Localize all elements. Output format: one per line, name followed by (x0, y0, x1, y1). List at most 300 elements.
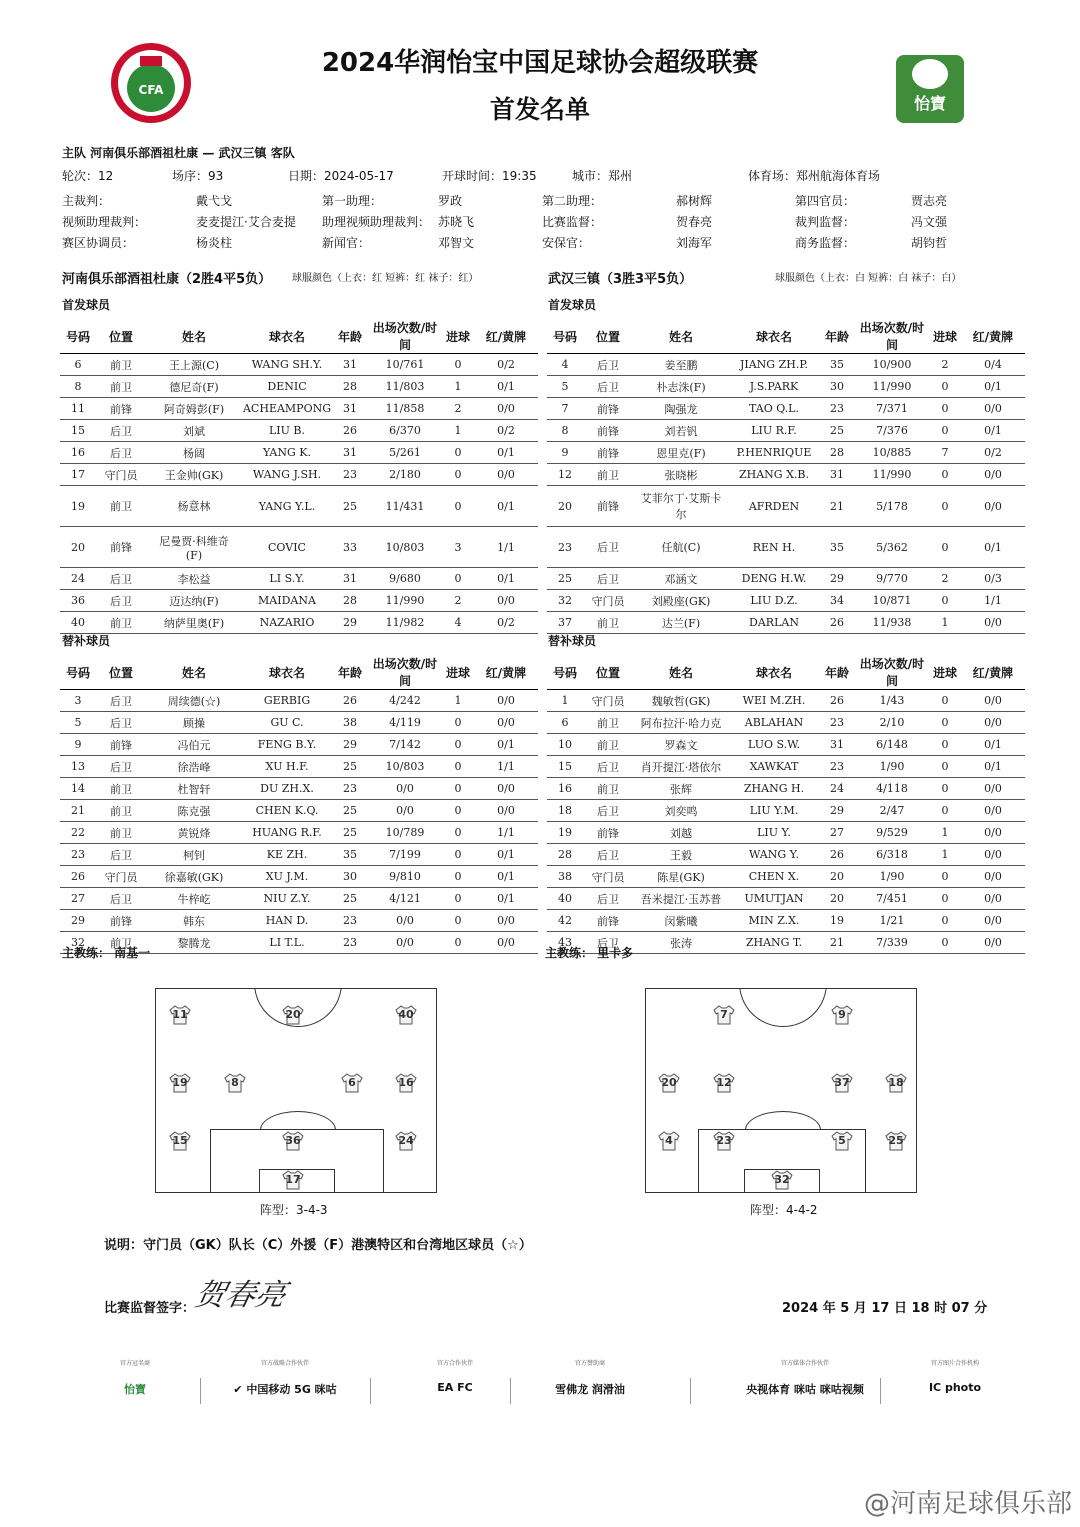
number-cell: 17 (60, 464, 96, 486)
player-shirt-icon (713, 1073, 735, 1093)
cards-cell: 0/1 (961, 420, 1025, 442)
name-cell: 纳萨里奥(F) (146, 612, 242, 634)
cards-cell: 0/0 (961, 486, 1025, 527)
number-cell: 14 (60, 778, 96, 800)
age-cell: 25 (332, 800, 368, 822)
table-row (547, 442, 1025, 464)
appearances-cell: 0/0 (368, 778, 442, 800)
column-header: 年龄 (819, 319, 855, 354)
position-cell: 守门员 (583, 590, 633, 612)
column-header: 姓名 (633, 319, 729, 354)
shirt-name-cell: YANG K. (242, 442, 332, 464)
player-shirt-icon (395, 1131, 417, 1151)
shirt-number: 20 (285, 1008, 301, 1021)
shirt-number: 25 (888, 1134, 904, 1147)
number-cell: 40 (547, 888, 583, 910)
number-cell: 12 (547, 464, 583, 486)
cards-cell: 0/0 (474, 464, 538, 486)
appearances-cell: 10/803 (368, 756, 442, 778)
age-cell: 31 (819, 734, 855, 756)
number-cell: 43 (547, 932, 583, 954)
player-shirt-icon (169, 1131, 191, 1151)
cards-cell: 0/0 (961, 464, 1025, 486)
appearances-cell: 1/43 (855, 690, 929, 712)
number-cell: 9 (60, 734, 96, 756)
column-header: 年龄 (332, 319, 368, 354)
number-cell: 6 (547, 712, 583, 734)
appearances-cell: 7/451 (855, 888, 929, 910)
table-row (60, 778, 538, 800)
shirt-number: 4 (665, 1134, 673, 1147)
table-row (60, 756, 538, 778)
age-cell: 26 (819, 844, 855, 866)
goals-cell: 0 (442, 354, 474, 376)
official-name: 刘海军 (676, 236, 713, 250)
appearances-cell: 1/21 (855, 910, 929, 932)
official-name: 郝树辉 (676, 194, 713, 208)
appearances-cell: 9/529 (855, 822, 929, 844)
age-cell: 23 (819, 398, 855, 420)
cards-cell: 0/0 (961, 932, 1025, 954)
appearances-cell: 4/121 (368, 888, 442, 910)
shirt-name-cell: LUO S.W. (729, 734, 819, 756)
age-cell: 33 (332, 527, 368, 568)
position-cell: 前锋 (583, 420, 633, 442)
cards-cell: 0/1 (474, 866, 538, 888)
shirt-name-cell: NAZARIO (242, 612, 332, 634)
page-subtitle: 首发名单 (489, 95, 590, 124)
cards-cell: 0/1 (474, 442, 538, 464)
appearances-cell: 7/339 (855, 932, 929, 954)
table-row (60, 568, 538, 590)
position-cell: 后卫 (96, 712, 146, 734)
goals-cell: 1 (442, 690, 474, 712)
position-cell: 后卫 (96, 690, 146, 712)
goals-cell: 0 (929, 756, 961, 778)
column-header: 出场次数/时间 (368, 319, 442, 354)
number-cell: 27 (60, 888, 96, 910)
shirt-number: 5 (838, 1134, 846, 1147)
age-cell: 35 (332, 844, 368, 866)
position-cell: 前锋 (583, 442, 633, 464)
goals-cell: 0 (442, 568, 474, 590)
number-cell: 26 (60, 866, 96, 888)
position-cell: 前锋 (583, 486, 633, 527)
player-shirt-icon (395, 1073, 417, 1093)
table-row (547, 778, 1025, 800)
cards-cell: 1/1 (961, 590, 1025, 612)
number-cell: 16 (60, 442, 96, 464)
table-row (60, 354, 538, 376)
age-cell: 31 (332, 398, 368, 420)
table-row (547, 866, 1025, 888)
shirt-name-cell: CHEN K.Q. (242, 800, 332, 822)
sponsor-name: ✔ 中国移动 5G 咪咕 (233, 1383, 337, 1396)
shirt-name-cell: GU C. (242, 712, 332, 734)
away-formation: 阵型：4-4-2 (750, 1203, 818, 1217)
number-cell: 16 (547, 778, 583, 800)
player-shirt-icon (831, 1073, 853, 1093)
official-name: 胡钧哲 (911, 236, 948, 250)
name-cell: 徐嘉敏(GK) (146, 866, 242, 888)
appearances-cell: 6/370 (368, 420, 442, 442)
number-cell: 21 (60, 800, 96, 822)
name-cell: 张辉 (633, 778, 729, 800)
cards-cell: 0/0 (474, 690, 538, 712)
name-cell: 朴志洙(F) (633, 376, 729, 398)
column-header: 姓名 (633, 655, 729, 690)
goals-cell: 1 (929, 612, 961, 634)
cards-cell: 0/2 (474, 354, 538, 376)
shirt-number: 40 (398, 1008, 414, 1021)
shirt-name-cell: LIU D.Z. (729, 590, 819, 612)
shirt-number: 23 (716, 1134, 732, 1147)
table-row (547, 888, 1025, 910)
goals-cell: 0 (442, 442, 474, 464)
position-cell: 后卫 (96, 888, 146, 910)
sponsor-name: 怡寶 (124, 1383, 146, 1396)
player-shirt-icon (169, 1073, 191, 1093)
cards-cell: 0/0 (474, 778, 538, 800)
home-formation: 阵型：3-4-3 (260, 1203, 328, 1217)
cards-cell: 0/1 (961, 756, 1025, 778)
goals-cell: 0 (929, 712, 961, 734)
appearances-cell: 11/858 (368, 398, 442, 420)
name-cell: 杜智轩 (146, 778, 242, 800)
away-kit: 球服颜色（上衣：白 短裤：白 袜子：白） (775, 273, 962, 284)
cards-cell: 0/1 (474, 568, 538, 590)
goals-cell: 1 (442, 420, 474, 442)
number-cell: 8 (60, 376, 96, 398)
sponsor-caption: 官方合作伙伴 (436, 1360, 473, 1367)
goals-cell: 2 (929, 354, 961, 376)
official-role: 第四官员： (795, 194, 856, 208)
shirt-name-cell: DARLAN (729, 612, 819, 634)
column-header: 球衣名 (729, 655, 819, 690)
shirt-name-cell: WANG Y. (729, 844, 819, 866)
cards-cell: 0/2 (961, 442, 1025, 464)
age-cell: 25 (332, 888, 368, 910)
player-shirt-icon (282, 1131, 304, 1151)
number-cell: 18 (547, 800, 583, 822)
shirt-name-cell: GERBIG (242, 690, 332, 712)
number-cell: 37 (547, 612, 583, 634)
name-cell: 牛梓屹 (146, 888, 242, 910)
table-header-row (547, 655, 1025, 690)
shirt-name-cell: LI S.Y. (242, 568, 332, 590)
age-cell: 29 (819, 568, 855, 590)
age-cell: 31 (332, 354, 368, 376)
center-arc (739, 988, 827, 1027)
table-row (60, 734, 538, 756)
name-cell: 王金帅(GK) (146, 464, 242, 486)
position-cell: 前锋 (96, 910, 146, 932)
name-cell: 王上源(C) (146, 354, 242, 376)
shirt-name-cell: AFRDEN (729, 486, 819, 527)
table-row (547, 590, 1025, 612)
sponsor-divider (880, 1378, 881, 1404)
sponsor-logo (400, 1360, 510, 1394)
player-shirt-icon (713, 1005, 735, 1025)
official-role: 安保官： (542, 236, 591, 250)
name-cell: 达兰(F) (633, 612, 729, 634)
cards-cell: 1/1 (474, 822, 538, 844)
age-cell: 23 (332, 464, 368, 486)
number-cell: 42 (547, 910, 583, 932)
table-row (547, 910, 1025, 932)
position-cell: 后卫 (583, 932, 633, 954)
appearances-cell: 7/376 (855, 420, 929, 442)
column-header: 红/黄牌 (961, 655, 1025, 690)
position-cell: 守门员 (583, 690, 633, 712)
shirt-number: 15 (172, 1134, 188, 1147)
player-shirt-icon (282, 1170, 304, 1190)
age-cell: 29 (819, 800, 855, 822)
official-role: 助理视频助理裁判： (322, 215, 431, 229)
table-row (60, 612, 538, 634)
player-shirt-icon (395, 1005, 417, 1025)
cards-cell: 0/0 (474, 590, 538, 612)
position-cell: 守门员 (96, 866, 146, 888)
shirt-name-cell: XAWKAT (729, 756, 819, 778)
table-row (60, 464, 538, 486)
name-cell: 黎腾龙 (146, 932, 242, 954)
column-header: 位置 (583, 319, 633, 354)
official-role: 新闻官： (322, 236, 371, 250)
shirt-number: 6 (348, 1076, 356, 1089)
cards-cell: 0/0 (474, 800, 538, 822)
column-header: 号码 (60, 319, 96, 354)
table-row (547, 844, 1025, 866)
name-cell: 韩东 (146, 910, 242, 932)
appearances-cell: 5/261 (368, 442, 442, 464)
position-cell: 后卫 (96, 442, 146, 464)
position-cell: 前锋 (583, 822, 633, 844)
cards-cell: 0/4 (961, 354, 1025, 376)
table-row (547, 420, 1025, 442)
goals-cell: 0 (442, 734, 474, 756)
appearances-cell: 7/199 (368, 844, 442, 866)
position-cell: 前锋 (96, 527, 146, 568)
player-shirt-icon (713, 1131, 735, 1151)
table-row (547, 376, 1025, 398)
number-cell: 6 (60, 354, 96, 376)
position-cell: 前锋 (96, 398, 146, 420)
name-cell: 姜至鹏 (633, 354, 729, 376)
age-cell: 31 (332, 442, 368, 464)
shirt-number: 37 (834, 1076, 850, 1089)
appearances-cell: 11/990 (368, 590, 442, 612)
goals-cell: 0 (929, 888, 961, 910)
appearances-cell: 10/885 (855, 442, 929, 464)
column-header: 红/黄牌 (474, 655, 538, 690)
number-cell: 20 (547, 486, 583, 527)
table-row (547, 398, 1025, 420)
cards-cell: 1/1 (474, 756, 538, 778)
cards-cell: 0/0 (474, 398, 538, 420)
table-row (547, 712, 1025, 734)
table-row (60, 866, 538, 888)
number-cell: 19 (60, 486, 96, 527)
shirt-name-cell: UMUTJAN (729, 888, 819, 910)
number-cell: 8 (547, 420, 583, 442)
table-header-row (547, 319, 1025, 354)
goals-cell: 0 (442, 932, 474, 954)
sponsor-logo (535, 1360, 645, 1397)
shirt-number: 12 (716, 1076, 732, 1089)
sponsor-logo (900, 1360, 1010, 1394)
number-cell: 15 (547, 756, 583, 778)
appearances-cell: 0/0 (368, 910, 442, 932)
cards-cell: 0/0 (474, 712, 538, 734)
column-header: 出场次数/时间 (855, 655, 929, 690)
shirt-name-cell: TAO Q.L. (729, 398, 819, 420)
table-row (60, 376, 538, 398)
age-cell: 35 (819, 354, 855, 376)
column-header: 进球 (442, 319, 474, 354)
goals-cell: 1 (442, 376, 474, 398)
column-header: 球衣名 (729, 319, 819, 354)
official-role: 商务监督： (795, 236, 856, 250)
cards-cell: 0/0 (961, 612, 1025, 634)
official-role: 第一助理： (322, 194, 383, 208)
table-row (547, 354, 1025, 376)
cards-cell: 0/1 (474, 734, 538, 756)
table-row (60, 888, 538, 910)
shirt-name-cell: XU J.M. (242, 866, 332, 888)
table-row (547, 612, 1025, 634)
shirt-number: 18 (888, 1076, 904, 1089)
position-cell: 前卫 (96, 354, 146, 376)
appearances-cell: 7/371 (855, 398, 929, 420)
cards-cell: 0/0 (961, 844, 1025, 866)
name-cell: 刘奕鸣 (633, 800, 729, 822)
shirt-name-cell: LIU Y.M. (729, 800, 819, 822)
official-name: 贾志亮 (911, 194, 948, 208)
name-cell: 阿布拉汗·哈力克 (633, 712, 729, 734)
table-header-row (60, 319, 538, 354)
table-row (547, 690, 1025, 712)
goals-cell: 4 (442, 612, 474, 634)
number-cell: 10 (547, 734, 583, 756)
number-cell: 38 (547, 866, 583, 888)
shirt-name-cell: COVIC (242, 527, 332, 568)
goals-cell: 0 (929, 778, 961, 800)
match-kickoff: 开球时间：19:35 (442, 169, 537, 183)
shirt-number: 19 (172, 1076, 188, 1089)
official-role: 第二助理： (542, 194, 603, 208)
goals-cell: 0 (929, 734, 961, 756)
shirt-number: 8 (231, 1076, 239, 1089)
shirt-name-cell: WANG J.SH. (242, 464, 332, 486)
official-name: 罗政 (438, 194, 463, 208)
shirt-name-cell: YANG Y.L. (242, 486, 332, 527)
goals-cell: 1 (929, 822, 961, 844)
sponsor-name: IC photo (928, 1381, 982, 1394)
signature-label: 比赛监督签字： (104, 1301, 196, 1316)
table-row (60, 690, 538, 712)
away-subs-table (547, 655, 1025, 954)
official-role: 裁判监督： (795, 215, 856, 229)
official-role: 赛区协调员： (62, 236, 135, 250)
home-kit: 球服颜色（上衣：红 短裤：红 袜子：红） (292, 273, 479, 284)
position-cell: 后卫 (96, 568, 146, 590)
signature: 贺春亮 (191, 1278, 289, 1313)
table-row (60, 527, 538, 568)
legend-note: 说明：守门员（GK）队长（C）外援（F）港澳特区和台湾地区球员（☆） (104, 1238, 532, 1253)
goals-cell: 0 (442, 800, 474, 822)
position-cell: 前卫 (96, 800, 146, 822)
appearances-cell: 11/990 (855, 376, 929, 398)
cards-cell: 1/1 (474, 527, 538, 568)
home-subs-label: 替补球员 (62, 634, 111, 648)
number-cell: 32 (60, 932, 96, 954)
position-cell: 前卫 (96, 822, 146, 844)
shirt-name-cell: FENG B.Y. (242, 734, 332, 756)
table-row (547, 464, 1025, 486)
name-cell: 陶强龙 (633, 398, 729, 420)
age-cell: 20 (819, 888, 855, 910)
age-cell: 23 (332, 932, 368, 954)
appearances-cell: 9/680 (368, 568, 442, 590)
name-cell: 尼曼贾·科维奇(F) (146, 527, 242, 568)
page-title: 2024华润怡宝中国足球协会超级联赛 (321, 48, 759, 78)
name-cell: 柯钊 (146, 844, 242, 866)
goals-cell: 0 (929, 486, 961, 527)
age-cell: 19 (819, 910, 855, 932)
cards-cell: 0/1 (961, 376, 1025, 398)
appearances-cell: 11/990 (855, 464, 929, 486)
goals-cell: 0 (442, 756, 474, 778)
table-row (60, 800, 538, 822)
position-cell: 后卫 (583, 756, 633, 778)
appearances-cell: 10/789 (368, 822, 442, 844)
official-name: 苏晓飞 (438, 215, 475, 229)
cards-cell: 0/3 (961, 568, 1025, 590)
cards-cell: 0/0 (474, 910, 538, 932)
number-cell: 23 (60, 844, 96, 866)
position-cell: 后卫 (583, 527, 633, 568)
number-cell: 4 (547, 354, 583, 376)
name-cell: 王毅 (633, 844, 729, 866)
shirt-number: 16 (398, 1076, 414, 1089)
number-cell: 11 (60, 398, 96, 420)
name-cell: 黄锐烽 (146, 822, 242, 844)
number-cell: 7 (547, 398, 583, 420)
name-cell: 任航(C) (633, 527, 729, 568)
number-cell: 36 (60, 590, 96, 612)
sponsor-caption: 官方冠名商 (119, 1360, 150, 1367)
table-row (60, 486, 538, 527)
shirt-name-cell: REN H. (729, 527, 819, 568)
age-cell: 28 (332, 590, 368, 612)
player-shirt-icon (224, 1073, 246, 1093)
cards-cell: 0/2 (474, 612, 538, 634)
position-cell: 前卫 (583, 734, 633, 756)
player-shirt-icon (771, 1170, 793, 1190)
appearances-cell: 11/938 (855, 612, 929, 634)
appearances-cell: 7/142 (368, 734, 442, 756)
age-cell: 25 (819, 420, 855, 442)
age-cell: 20 (819, 866, 855, 888)
shirt-name-cell: LIU B. (242, 420, 332, 442)
shirt-number: 24 (398, 1134, 414, 1147)
age-cell: 38 (332, 712, 368, 734)
goals-cell: 0 (442, 778, 474, 800)
table-row (60, 910, 538, 932)
age-cell: 29 (332, 612, 368, 634)
signed-timestamp: 2024 年 5 月 17 日 18 时 07 分 (782, 1301, 988, 1316)
